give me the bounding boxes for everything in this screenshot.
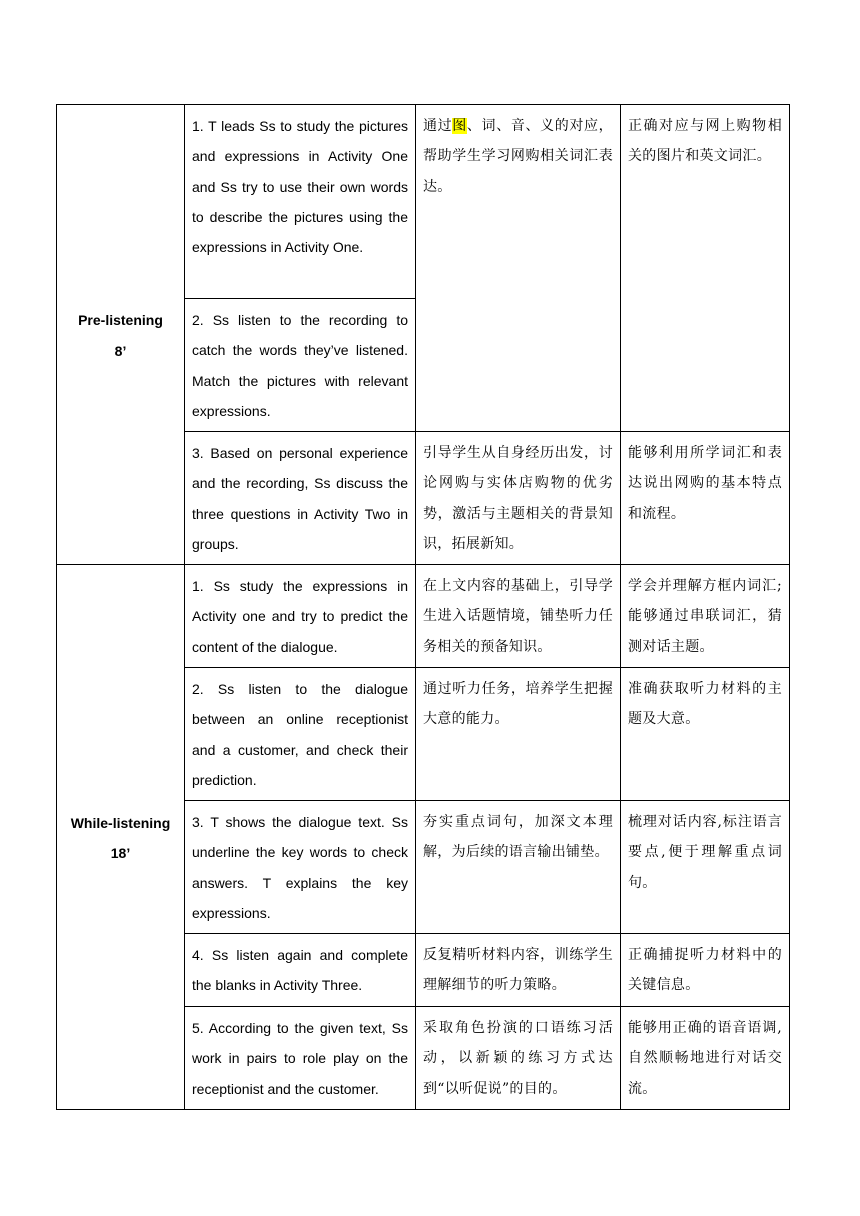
activity-cell: 2. Ss listen to the dialogue between an online receptionist and a customer, and check their prediction. [185, 668, 416, 801]
purpose-cell: 反复精听材料内容，训练学生理解细节的听力策略。 [416, 934, 621, 1007]
stage-cell-pre-listening [57, 105, 185, 565]
stage-name: While-listening [70, 814, 171, 831]
outcome-cell: 梳理对话内容,标注语言要点,便于理解重点词句。 [621, 801, 790, 934]
outcome-cell: 能够用正确的语音语调,自然顺畅地进行对话交流。 [621, 1007, 790, 1110]
activity-cell: 4. Ss listen again and complete the blanks in Activity Three. [185, 934, 416, 1007]
purpose-text: 通过 [423, 118, 453, 134]
outcome-cell: 能够利用所学词汇和表达说出网购的基本特点和流程。 [621, 432, 790, 565]
purpose-cell [416, 105, 621, 432]
activity-cell: 1. Ss study the expressions in Activity one and try to predict the content of the dialogue. [185, 565, 416, 668]
stage-time: 8’ [114, 342, 127, 359]
highlighted-text: 图 [452, 118, 467, 134]
activity-cell: 3. T shows the dialogue text. Ss underline the key words to check answers. T explains the key expressions. [185, 801, 416, 934]
lesson-plan-table [56, 104, 790, 1110]
activity-cell: 5. According to the given text, Ss work in pairs to role play on the receptionist and the customer. [185, 1007, 416, 1110]
stage-name: Pre-listening [78, 312, 163, 329]
outcome-cell: 正确捕捉听力材料中的关键信息。 [621, 934, 790, 1007]
stage-time: 18’ [110, 845, 131, 861]
purpose-cell: 通过听力任务，培养学生把握大意的能力。 [416, 668, 621, 801]
activity-cell: 1. T leads Ss to study the pictures and expressions in Activity One and Ss try to use their own words to describe the pictures using the expressions in Activity One. [185, 105, 416, 299]
table-row [57, 565, 790, 668]
table-row [57, 105, 790, 299]
outcome-cell: 准确获取听力材料的主题及大意。 [621, 668, 790, 801]
outcome-cell: 学会并理解方框内词汇;能够通过串联词汇，猜测对话主题。 [621, 565, 790, 668]
purpose-cell: 引导学生从自身经历出发，讨论网购与实体店购物的优劣势，激活与主题相关的背景知识，拓展新知。 [416, 432, 621, 565]
purpose-cell: 夯实重点词句，加深文本理解，为后续的语言输出铺垫。 [416, 801, 621, 934]
purpose-text: 、词、音、义的对应，帮助学生学习网购相关词汇表达。 [423, 118, 613, 195]
stage-cell-while-listening [57, 565, 185, 1110]
purpose-cell: 在上文内容的基础上，引导学生进入话题情境，铺垫听力任务相关的预备知识。 [416, 565, 621, 668]
purpose-cell: 采取角色扮演的口语练习活动，以新颖的练习方式达到“以听促说”的目的。 [416, 1007, 621, 1110]
activity-cell: 2. Ss listen to the recording to catch the words they’ve listened. Match the pictures with relevant expressions. [185, 299, 416, 432]
outcome-cell: 正确对应与网上购物相关的图片和英文词汇。 [621, 105, 790, 432]
activity-cell: 3. Based on personal experience and the recording, Ss discuss the three questions in Activity Two in groups. [185, 432, 416, 565]
